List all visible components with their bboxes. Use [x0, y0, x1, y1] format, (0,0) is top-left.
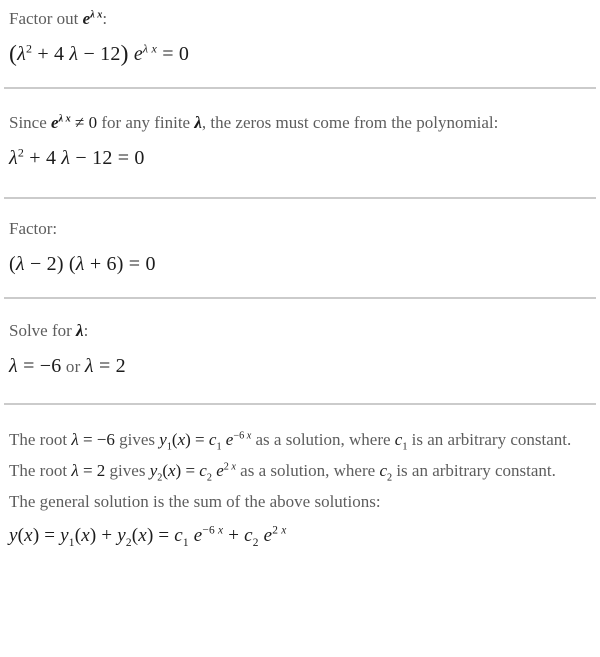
- text-run: λ: [75, 253, 85, 275]
- step-factor-equation: [9, 249, 591, 280]
- text-run: y: [9, 525, 18, 546]
- root-negative-six-paragraph: [9, 426, 591, 454]
- text-run: or: [61, 357, 85, 376]
- text-run: λ: [71, 461, 79, 480]
- text-run: c: [208, 430, 217, 449]
- text-run: λ x: [58, 113, 71, 125]
- text-run: e: [82, 9, 91, 28]
- text-run: c: [199, 461, 207, 480]
- text-run: (: [9, 253, 16, 275]
- text-run: 1: [68, 536, 75, 549]
- step-factor-out: [0, 0, 600, 87]
- text-run: ≠ 0: [70, 113, 98, 132]
- text-run: λ: [71, 430, 79, 449]
- text-run: e: [221, 430, 234, 449]
- text-run: ) =: [32, 525, 61, 546]
- step-factor-out-label: [9, 6, 591, 32]
- text-run: + 6) = 0: [84, 253, 156, 275]
- text-run: :: [102, 9, 108, 28]
- text-run: y: [60, 525, 69, 546]
- text-run: , the zeros must come from the polynomial:: [201, 113, 499, 132]
- text-run: λ: [17, 43, 26, 65]
- text-run: 2: [206, 472, 212, 484]
- step-factor-out-equation: [9, 39, 591, 70]
- text-run: x: [231, 461, 236, 473]
- text-run: λ: [69, 43, 79, 65]
- text-run: is an arbitrary constant.: [392, 461, 556, 480]
- text-run: ) +: [89, 525, 118, 546]
- text-run: 2: [125, 536, 132, 549]
- text-run: λ: [9, 147, 18, 169]
- text-run: ) =: [175, 461, 200, 480]
- text-run: x: [24, 525, 33, 546]
- text-run: c: [379, 461, 387, 480]
- text-run: e: [128, 43, 143, 65]
- step-solve-label: [9, 318, 591, 344]
- step-general-solution: [0, 405, 600, 559]
- step-factor-label: [9, 216, 591, 242]
- text-run: = −6: [17, 355, 62, 377]
- text-run: = 2: [78, 461, 106, 480]
- text-run: e: [188, 525, 203, 546]
- text-run: gives: [114, 430, 160, 449]
- text-run: The root: [9, 430, 72, 449]
- text-run: 2: [157, 472, 163, 484]
- text-run: +: [223, 525, 245, 546]
- text-run: λ: [15, 253, 25, 275]
- text-run: 1: [216, 441, 222, 453]
- text-run: (: [171, 430, 178, 449]
- text-run: (: [74, 525, 82, 546]
- text-run: :: [83, 321, 89, 340]
- step-zeros-from-polynomial: [0, 89, 600, 197]
- text-run: 2: [223, 461, 232, 473]
- text-run: = 2: [93, 355, 126, 377]
- general-solution-equation: [9, 520, 591, 551]
- text-run: (: [17, 525, 25, 546]
- text-run: y: [159, 430, 167, 449]
- text-run: 2: [386, 472, 393, 484]
- step-solve: [0, 299, 600, 403]
- text-run: λ: [9, 355, 18, 377]
- text-run: c: [174, 525, 183, 546]
- text-run: x: [246, 430, 252, 442]
- text-run: x: [177, 430, 186, 449]
- step-factor: [0, 199, 600, 297]
- text-run: x: [281, 524, 287, 537]
- text-run: gives: [105, 461, 150, 480]
- text-run: λ x: [90, 9, 103, 21]
- text-run: 2: [25, 41, 33, 56]
- text-run: λ x: [142, 41, 158, 56]
- text-run: − 12: [78, 43, 121, 65]
- text-run: + 4: [24, 147, 62, 169]
- text-run: 2: [17, 145, 25, 160]
- text-run: x: [138, 525, 147, 546]
- text-run: −6: [233, 430, 247, 442]
- root-two-paragraph: [9, 457, 591, 485]
- step-zeros-label: [9, 110, 591, 136]
- text-run: 1: [182, 536, 189, 549]
- text-run: 1: [166, 441, 172, 453]
- text-run: λ: [61, 147, 71, 169]
- text-run: = −6: [78, 430, 115, 449]
- text-run: for any finite: [97, 113, 195, 132]
- step-solve-equation: [9, 351, 591, 382]
- general-solution-intro: [9, 488, 591, 516]
- text-run: 2: [252, 536, 259, 549]
- text-run: Since: [9, 113, 52, 132]
- text-run: is an arbitrary constant.: [407, 430, 572, 449]
- text-run: Solve for: [9, 321, 77, 340]
- text-run: Factor:: [9, 219, 58, 238]
- text-run: 1: [402, 441, 408, 453]
- text-run: Factor out: [9, 9, 83, 28]
- text-run: (: [9, 41, 18, 67]
- text-run: y: [117, 525, 126, 546]
- text-run: x: [168, 461, 176, 480]
- text-run: (: [162, 461, 168, 480]
- text-run: λ: [76, 321, 84, 340]
- text-run: (: [131, 525, 139, 546]
- text-run: = 0: [157, 43, 190, 65]
- text-run: λ: [194, 113, 202, 132]
- text-run: e: [258, 525, 273, 546]
- text-run: e: [51, 113, 59, 132]
- text-run: ) =: [146, 525, 175, 546]
- text-run: y: [149, 461, 158, 480]
- text-run: ) =: [185, 430, 209, 449]
- text-run: x: [218, 524, 224, 537]
- text-run: as a solution, where: [251, 430, 395, 449]
- text-run: 2: [272, 524, 282, 537]
- text-run: c: [394, 430, 403, 449]
- text-run: c: [244, 525, 253, 546]
- text-run: ): [120, 41, 129, 67]
- text-run: as a solution, where: [235, 461, 380, 480]
- text-run: x: [81, 525, 90, 546]
- text-run: −6: [202, 524, 218, 537]
- text-run: The root: [9, 461, 72, 480]
- text-run: e: [211, 461, 224, 480]
- step-zeros-equation: [9, 143, 591, 174]
- text-run: The general solution is the sum of the above solutions:: [9, 492, 381, 511]
- text-run: + 4: [32, 43, 70, 65]
- text-run: − 12 = 0: [70, 147, 145, 169]
- text-run: λ: [84, 355, 94, 377]
- text-run: − 2) (: [24, 253, 76, 275]
